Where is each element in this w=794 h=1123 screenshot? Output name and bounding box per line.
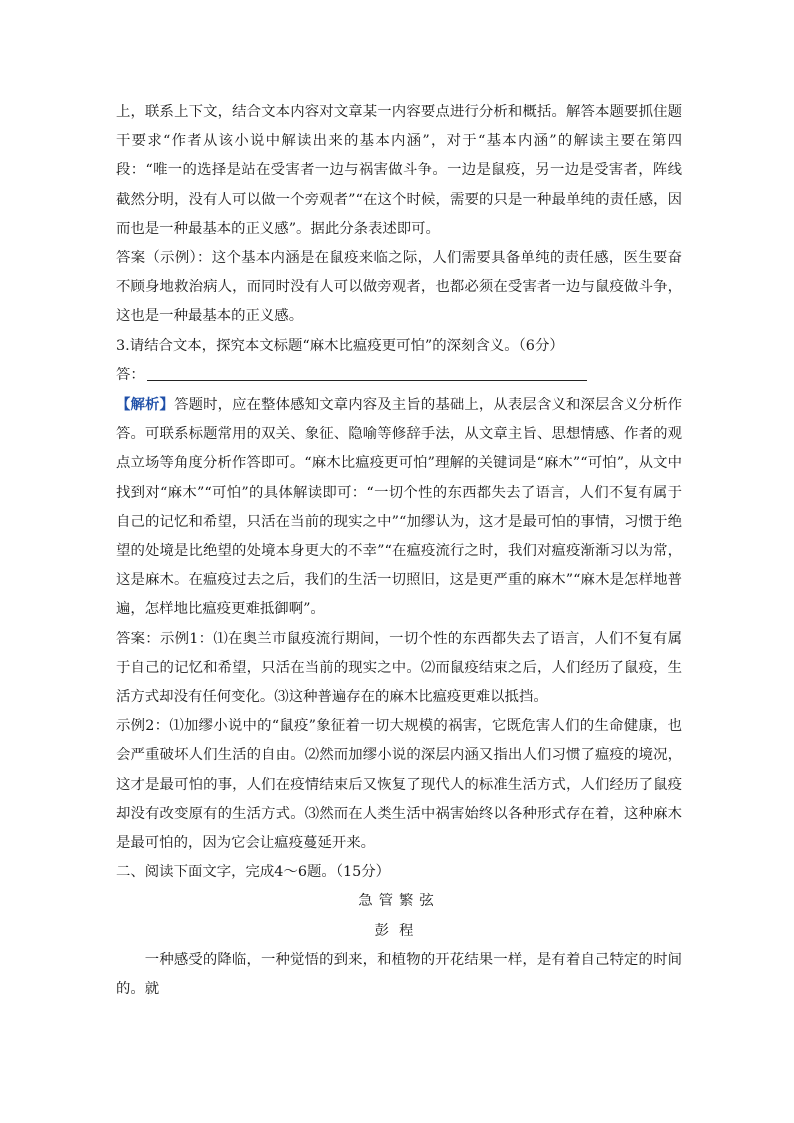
answer-example-1: 答案：示例1：⑴在奥兰市鼠疫流行期间，一切个性的东西都失去了语言，人们不复有属于自己的记忆和希望，只活在当前的现实之中。⑵而鼠疫结束之后，人们经历了鼠疫，生活方式却没有任何变化。⑶这种普遍存在的麻木比瘟疫更难以抵挡。 <box>116 630 682 706</box>
analysis-tag: 【解析】 <box>116 396 175 414</box>
answer-example-paragraph: 答案（示例）：这个基本内涵是在鼠疫来临之际，人们需要具备单纯的责任感，医生要奋不顾身地救治病人，而同时没有人可以做旁观者，也都必须在受害者一边与鼠疫做斗争，这也是一种最基本的正义感。 <box>116 250 682 325</box>
analysis-paragraph-2 <box>116 390 682 625</box>
analysis-text: 答题时，应在整体感知文章内容及主旨的基础上，从表层含义和深层含义分析作答。可联系标题常用的双关、象征、隐喻等修辞手法，从文章主旨、思想情感、作者的观点立场等角度分析作答即可。“麻木比瘟疫更可怕”理解的关键词是“麻木”“可怕”，从文中找到对“麻木”“可怕”的具体解读即可：“一切个性的东西都失去了语言，人们不复有属于自己的记忆和希望，只活在当前的现实之中”“加缪认为，这才是最可怕的事情，习惯于绝望的处境是比绝望的处境本身更大的不幸”“在瘟疫流行之时，我们对瘟疫渐渐习以为常，这是麻木。在瘟疫过去之后，我们的生活一切照旧，这是更严重的麻木”“麻木是怎样地普遍，怎样地比瘟疫更难抵御啊”。 <box>116 397 682 618</box>
article-title: 急管繁弦 <box>358 893 440 910</box>
answer-label: 答： <box>116 366 145 383</box>
article-paragraph-1: 一种感受的降临，一种觉悟的到来，和植物的开花结果一样，是有着自己特定的时间的。就 <box>116 951 682 998</box>
section-2-heading: 二、阅读下面文字，完成4～6题。（15分） <box>116 864 391 881</box>
document-page <box>116 98 682 1004</box>
article-author: 彭程 <box>374 922 424 939</box>
answer-example-2: 示例2：⑴加缪小说中的“鼠疫”象征着一切大规模的祸害，它既危害人们的生命健康，也会严重破坏人们生活的自由。⑵然而加缪小说的深层内涵又指出人们习惯了瘟疫的境况，这才是最可怕的事，人们在疫情结束后又恢复了现代人的标准生活方式，人们经历了鼠疫却没有改变原有的生活方式。⑶然而在人类生活中祸害始终以各种形式存在着，这种麻木是最可怕的，因为它会让瘟疫蔓延开来。 <box>116 718 682 852</box>
answer-line <box>116 361 682 390</box>
question-3: 3.请结合文本，探究本文标题“麻木比瘟疫更可怕”的深刻含义。（6分） <box>116 337 564 354</box>
analysis-paragraph-1: 上，联系上下文，结合文本内容对文章某一内容要点进行分析和概括。解答本题要抓住题干要求“作者从该小说中解读出来的基本内涵”，对于“基本内涵”的解读主要在第四段：“唯一的选择是站在受害者一边与祸害做斗争。一边是鼠疫，另一边是受害者，阵线截然分明，没有人可以做一个旁观者”“在这个时候，需要的只是一种最单纯的责任感，因而也是一种最基本的正义感”。据此分条表述即可。 <box>116 104 682 237</box>
answer-blank[interactable] <box>147 362 587 381</box>
